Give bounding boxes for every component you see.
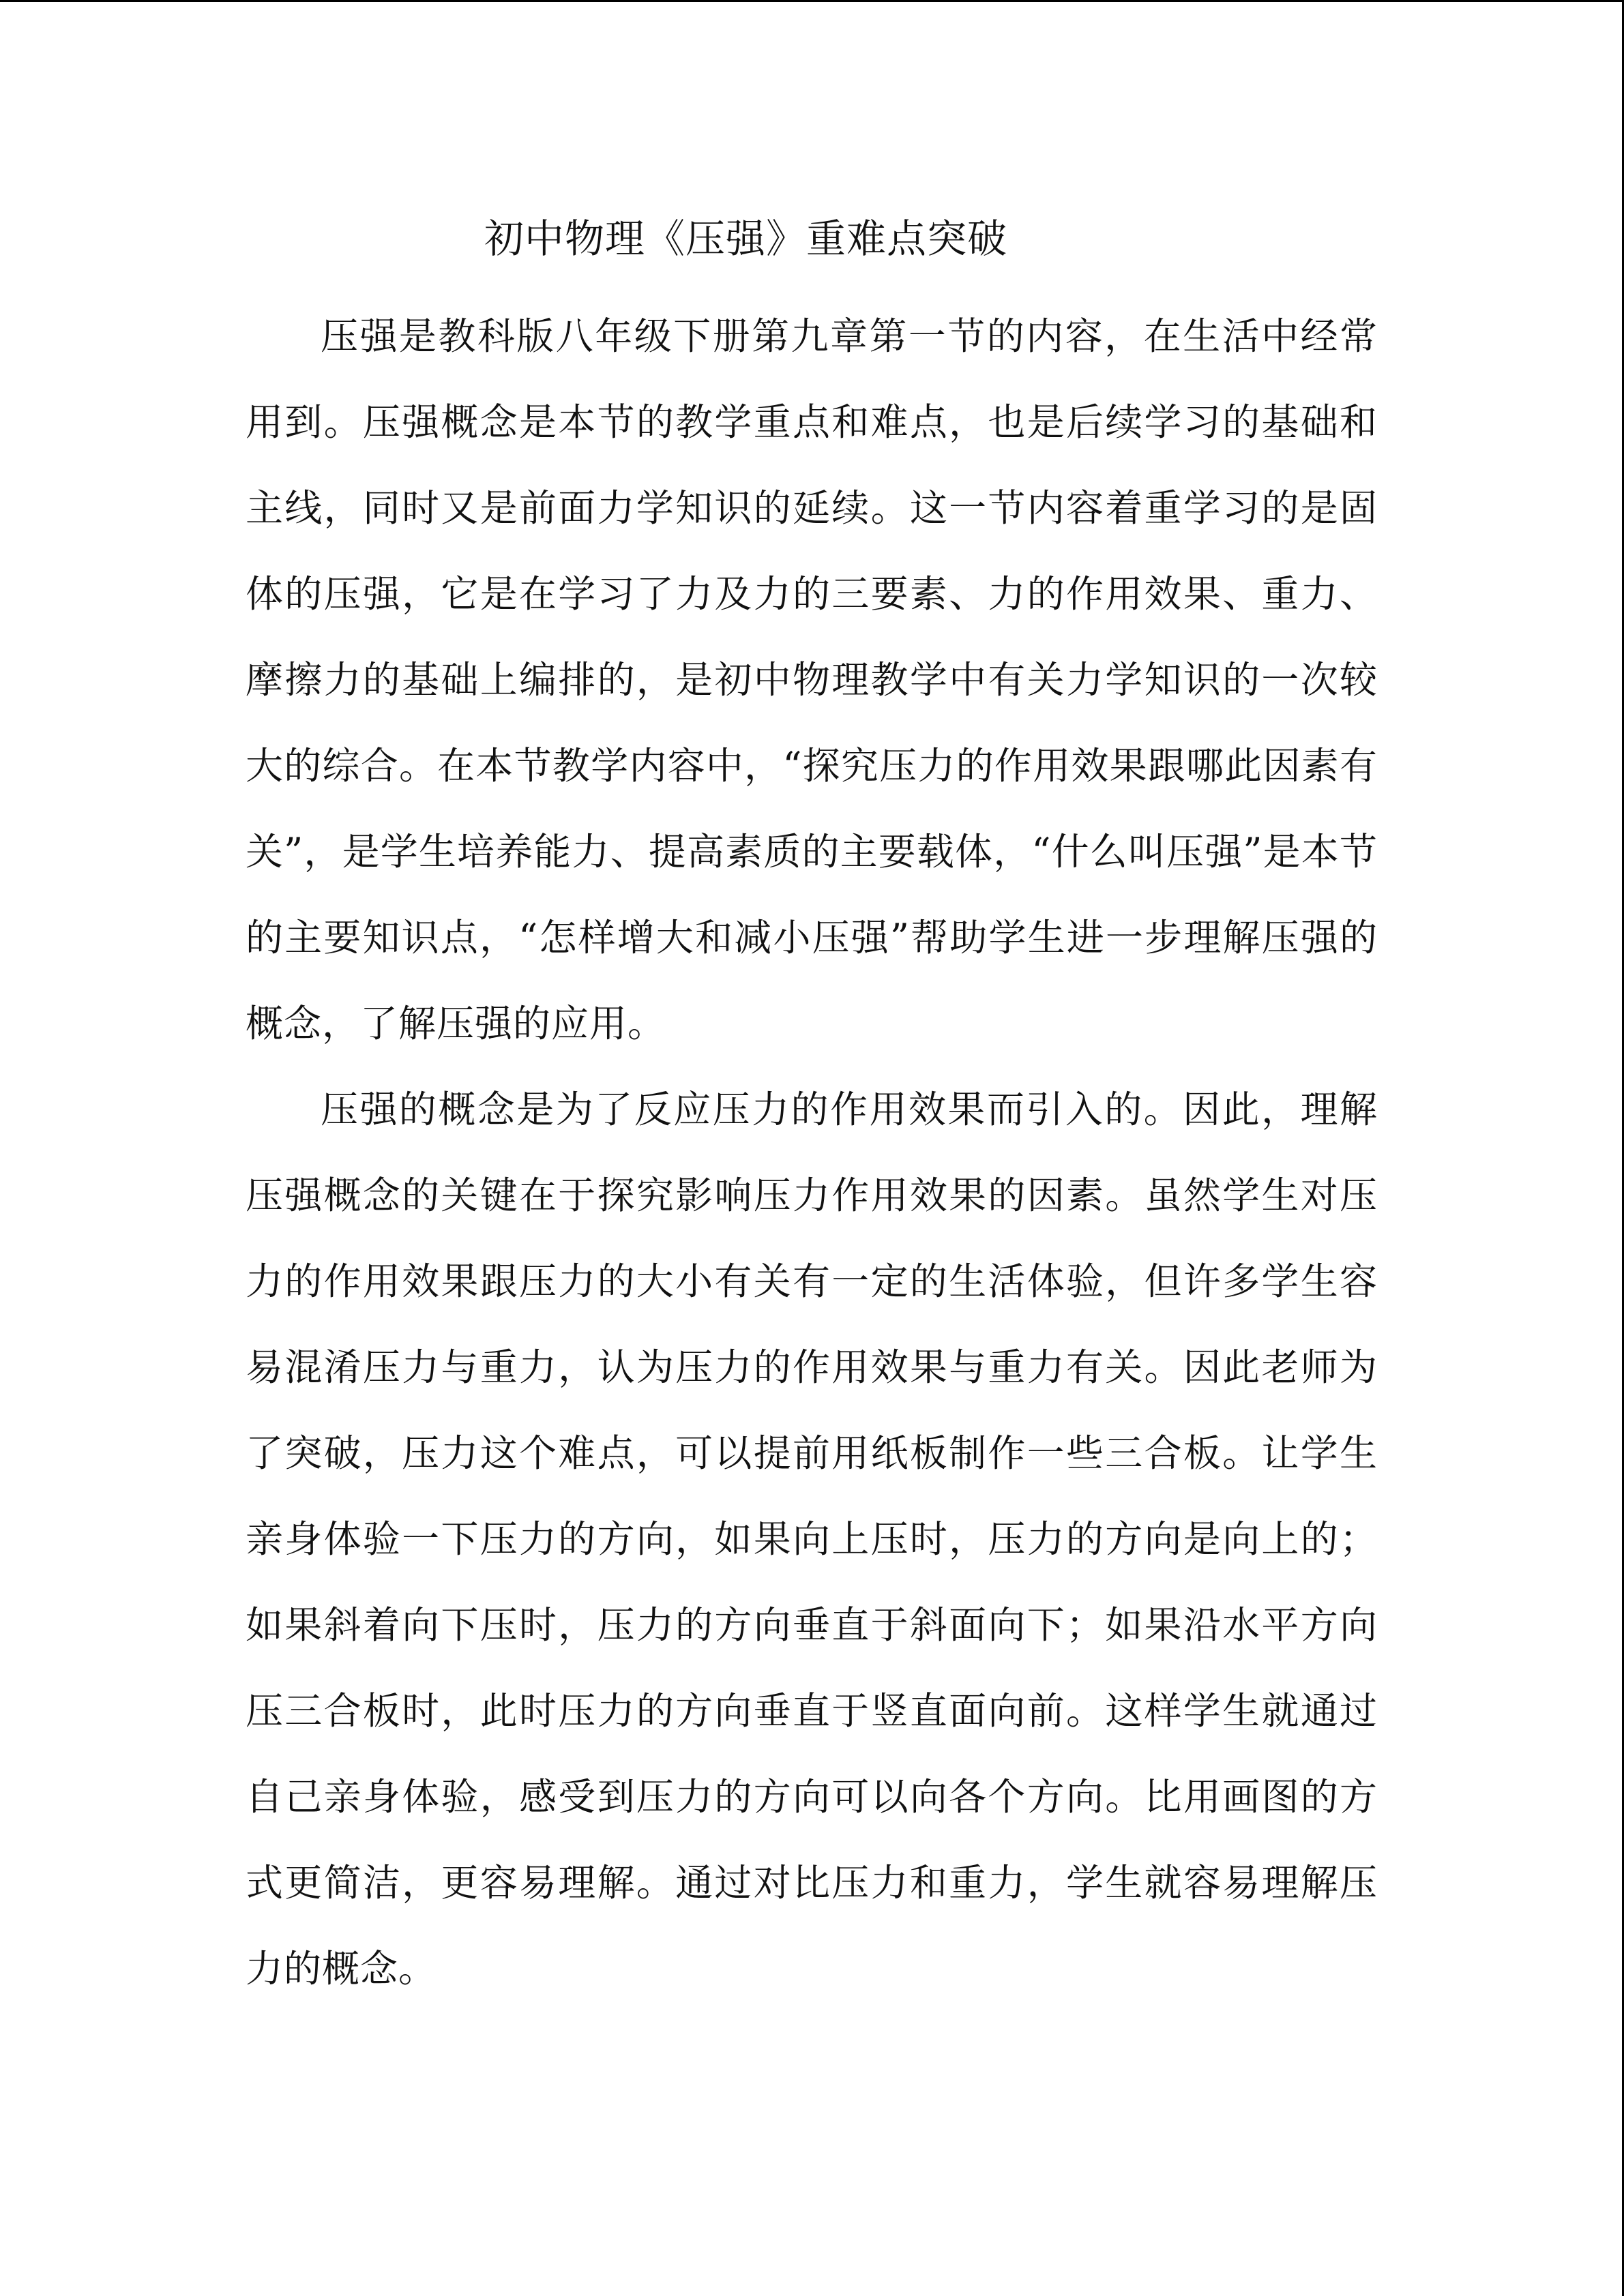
page-border-top: [0, 0, 1624, 2]
document-title: 初中物理《压强》重难点突破: [484, 215, 1008, 262]
document-body: [246, 205, 1378, 2012]
paragraph-2: 压强的概念是为了反应压力的作用效果而引入的。因此，理解压强概念的关键在于探究影响压力作用效果的因素。虽然学生对压力的作用效果跟压力的大小有关有一定的生活体验，但许多学生容易混淆压力与重力，认为压力的作用效果与重力有关。因此老师为了突破，压力这个难点，可以提前用纸板制作一些三合板。让学生亲身体验一下压力的方向，如果向上压时，压力的方向是向上的；如果斜着向下压时，压力的方向垂直于斜面向下；如果沿水平方向压三合板时，此时压力的方向垂直于竖直面向前。这样学生就通过自己亲身体验，感受到压力的方向可以向各个方向。比用画图的方式更简洁，更容易理解。通过对比压力和重力，学生就容易理解压力的概念。: [246, 1088, 1378, 1991]
paragraph-1: 压强是教科版八年级下册第九章第一节的内容，在生活中经常用到。压强概念是本节的教学重点和难点，也是后续学习的基础和主线，同时又是前面力学知识的延续。这一节内容着重学习的是固体的压强，它是在学习了力及力的三要素、力的作用效果、重力、摩擦力的基础上编排的，是初中物理教学中有关力学知识的一次较大的综合。在本节教学内容中，“探究压力的作用效果跟哪此因素有关”，是学生培养能力、提高素质的主要载体，“什么叫压强”是本节的主要知识点，“怎样增大和减小压强”帮助学生进一步理解压强的概念，了解压强的应用。: [246, 314, 1378, 1045]
